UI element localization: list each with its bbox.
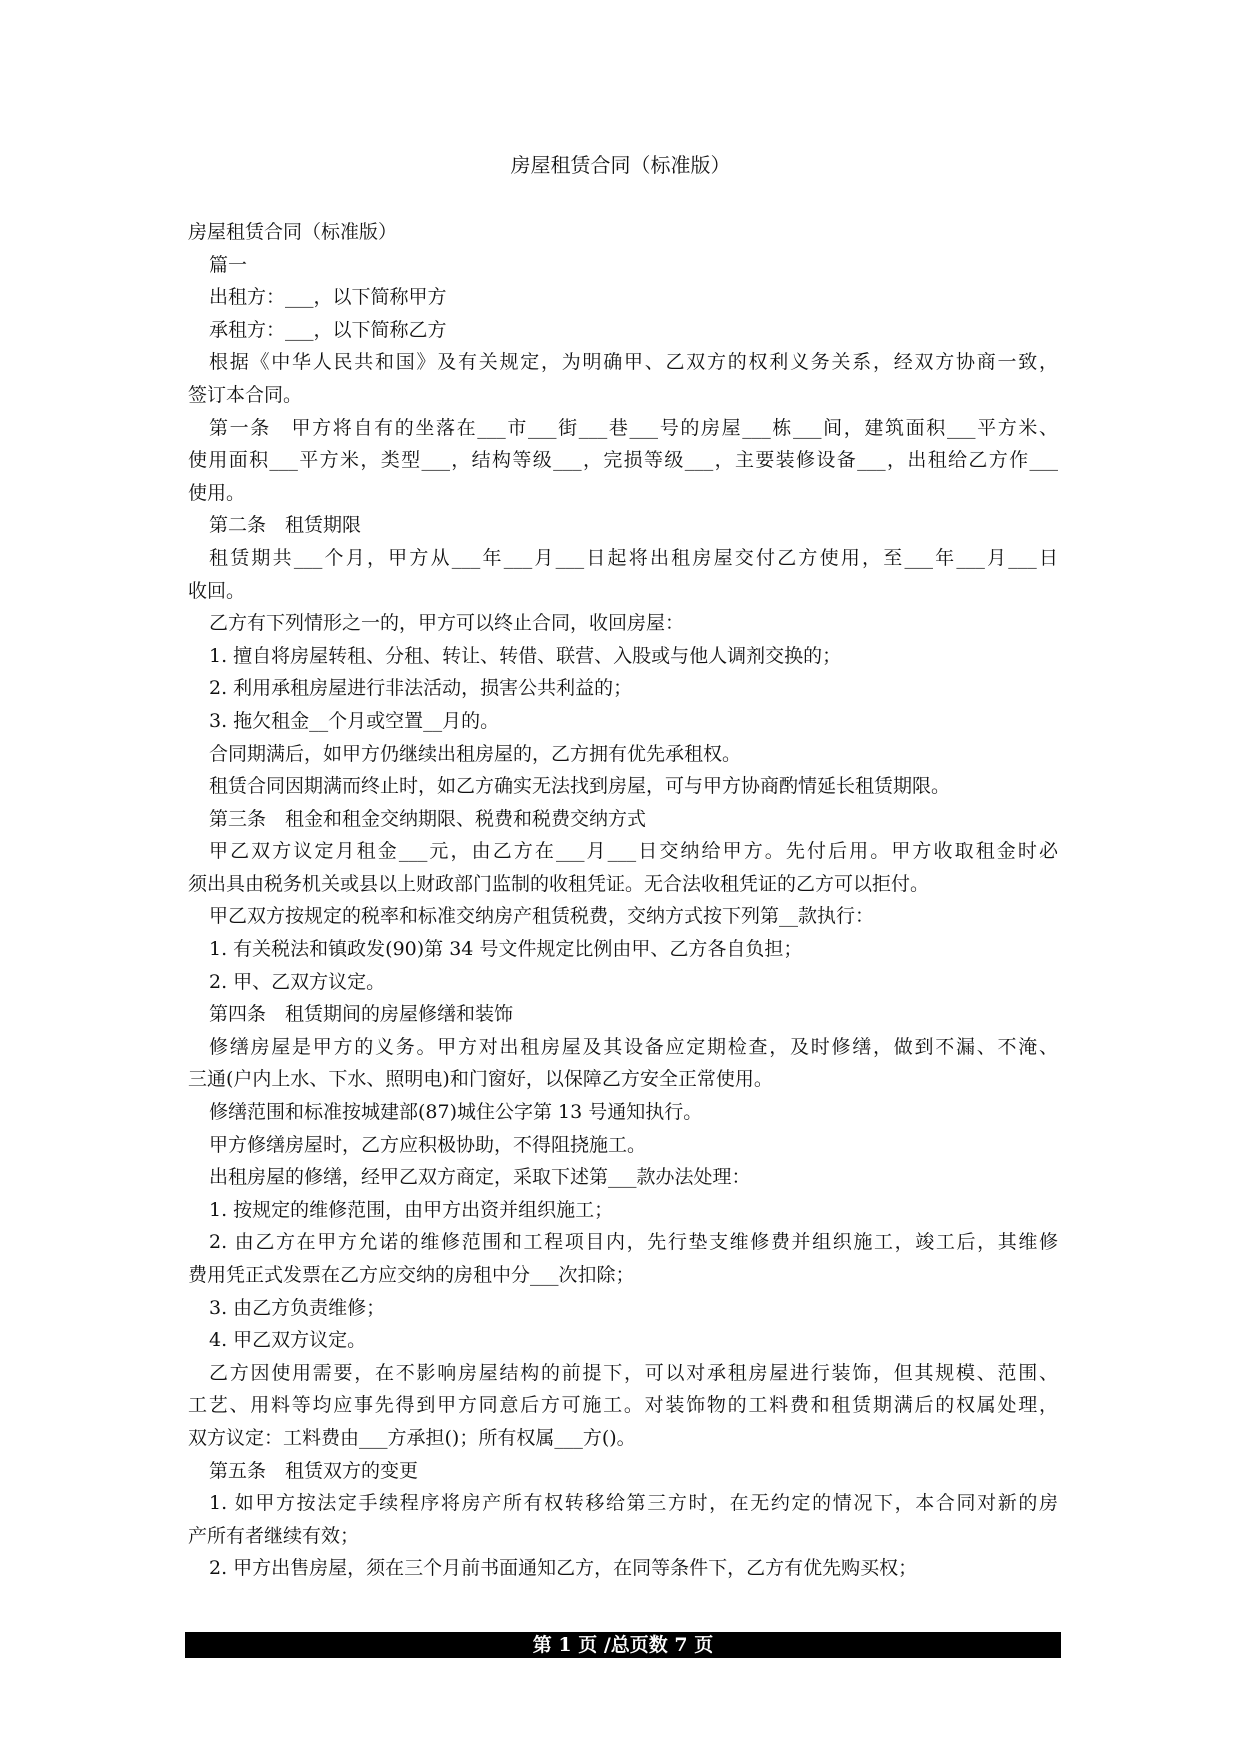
text-line: 第四条 租赁期间的房屋修缮和装饰: [209, 1003, 514, 1026]
page-title: 房屋租赁合同（标准版）: [510, 153, 731, 177]
text-line: 出租方：___，以下简称甲方: [209, 286, 447, 309]
text-line: 甲方修缮房屋时，乙方应积极协助，不得阻挠施工。: [209, 1133, 647, 1156]
text-line: 第二条 租赁期限: [209, 514, 362, 537]
text-line: 出租房屋的修缮，经甲乙双方商定，采取下述第___款办法处理：: [209, 1166, 751, 1189]
text-line: 使用。: [188, 481, 246, 504]
text-line: 1. 按规定的维修范围，由甲方出资并组织施工；: [209, 1198, 614, 1221]
text-line: 修缮房屋是甲方的义务。甲方对出租房屋及其设备应定期检查，及时修缮，做到不漏、不淹、: [209, 1035, 1058, 1058]
text-line: 收回。: [188, 579, 246, 602]
text-line: 双方议定：工料费由___方承担()；所有权属___方()。: [188, 1426, 636, 1449]
text-line: 2. 利用承租房屋进行非法活动，损害公共利益的；: [209, 677, 633, 700]
text-line: 2. 由乙方在甲方允诺的维修范围和工程项目内，先行垫支维修费并组织施工，竣工后，其维修: [209, 1231, 1058, 1254]
text-line: 2. 甲方出售房屋，须在三个月前书面通知乙方，在同等条件下，乙方有优先购买权；: [209, 1557, 918, 1580]
page-footer: [185, 1632, 1061, 1658]
text-line: 1. 有关税法和镇政发(90)第 34 号文件规定比例由甲、乙方各自负担；: [209, 938, 803, 961]
text-line: 第一条 甲方将自有的坐落在___市___街___巷___号的房屋___栋___间，建筑面积___平方米、: [209, 416, 1058, 439]
text-line: 修缮范围和标准按城建部(87)城住公字第 13 号通知执行。: [209, 1101, 703, 1124]
text-line: 1. 擅自将房屋转租、分租、转让、转借、联营、入股或与他人调剂交换的；: [209, 644, 842, 667]
text-line: 签订本合同。: [188, 383, 303, 406]
text-line: 2. 甲、乙双方议定。: [209, 970, 386, 993]
text-line: 乙方有下列情形之一的，甲方可以终止合同，收回房屋：: [209, 612, 685, 635]
text-line: 3. 由乙方负责维修；: [209, 1296, 386, 1319]
text-line: 第三条 租金和租金交纳期限、税费和税费交纳方式: [209, 807, 647, 830]
page-number-label: 第 1 页 /总页数 7 页: [532, 1634, 714, 1656]
text-line: 产所有者继续有效；: [188, 1524, 360, 1547]
text-line: 工艺、用料等均应事先得到甲方同意后方可施工。对装饰物的工料费和租赁期满后的权属处理，: [188, 1394, 1058, 1417]
text-line: 根据《中华人民共和国》及有关规定，为明确甲、乙双方的权利义务关系，经双方协商一致，: [209, 351, 1058, 374]
text-line: 甲乙双方议定月租金___元，由乙方在___月___日交纳给甲方。先付后用。甲方收取租金时必: [209, 840, 1058, 863]
text-line: 4. 甲乙双方议定。: [209, 1329, 367, 1352]
text-line: 第五条 租赁双方的变更: [209, 1459, 419, 1482]
text-line: 乙方因使用需要，在不影响房屋结构的前提下，可以对承租房屋进行装饰，但其规模、范围、: [209, 1361, 1058, 1384]
text-line: 使用面积___平方米，类型___，结构等级___，完损等级___，主要装修设备___，出租给乙方作___: [188, 449, 1058, 472]
text-line: 篇一: [209, 253, 248, 276]
text-line: 须出具由税务机关或县以上财政部门监制的收租凭证。无合法收租凭证的乙方可以拒付。: [188, 872, 930, 895]
text-line: 合同期满后，如甲方仍继续出租房屋的，乙方拥有优先承租权。: [209, 742, 742, 765]
text-line: 甲乙双方按规定的税率和标准交纳房产租赁税费，交纳方式按下列第__款执行：: [209, 905, 875, 928]
document-body: [188, 216, 1058, 1585]
text-line: 房屋租赁合同（标准版）: [188, 221, 398, 243]
text-line: 三通(户内上水、下水、照明电)和门窗好，以保障乙方安全正常使用。: [188, 1068, 773, 1091]
text-line: 费用凭正式发票在乙方应交纳的房租中分___次扣除；: [188, 1264, 635, 1286]
text-line: 3. 拖欠租金__个月或空置__月的。: [209, 709, 500, 732]
text-line: 承租方：___，以下简称乙方: [209, 318, 447, 341]
text-line: 租赁合同因期满而终止时，如乙方确实无法找到房屋，可与甲方协商酌情延长租赁期限。: [209, 775, 951, 798]
text-line: 1. 如甲方按法定手续程序将房产所有权转移给第三方时，在无约定的情况下，本合同对新的房: [209, 1492, 1058, 1515]
text-line: 租赁期共___个月，甲方从___年___月___日起将出租房屋交付乙方使用，至___年___月___日: [209, 546, 1058, 569]
